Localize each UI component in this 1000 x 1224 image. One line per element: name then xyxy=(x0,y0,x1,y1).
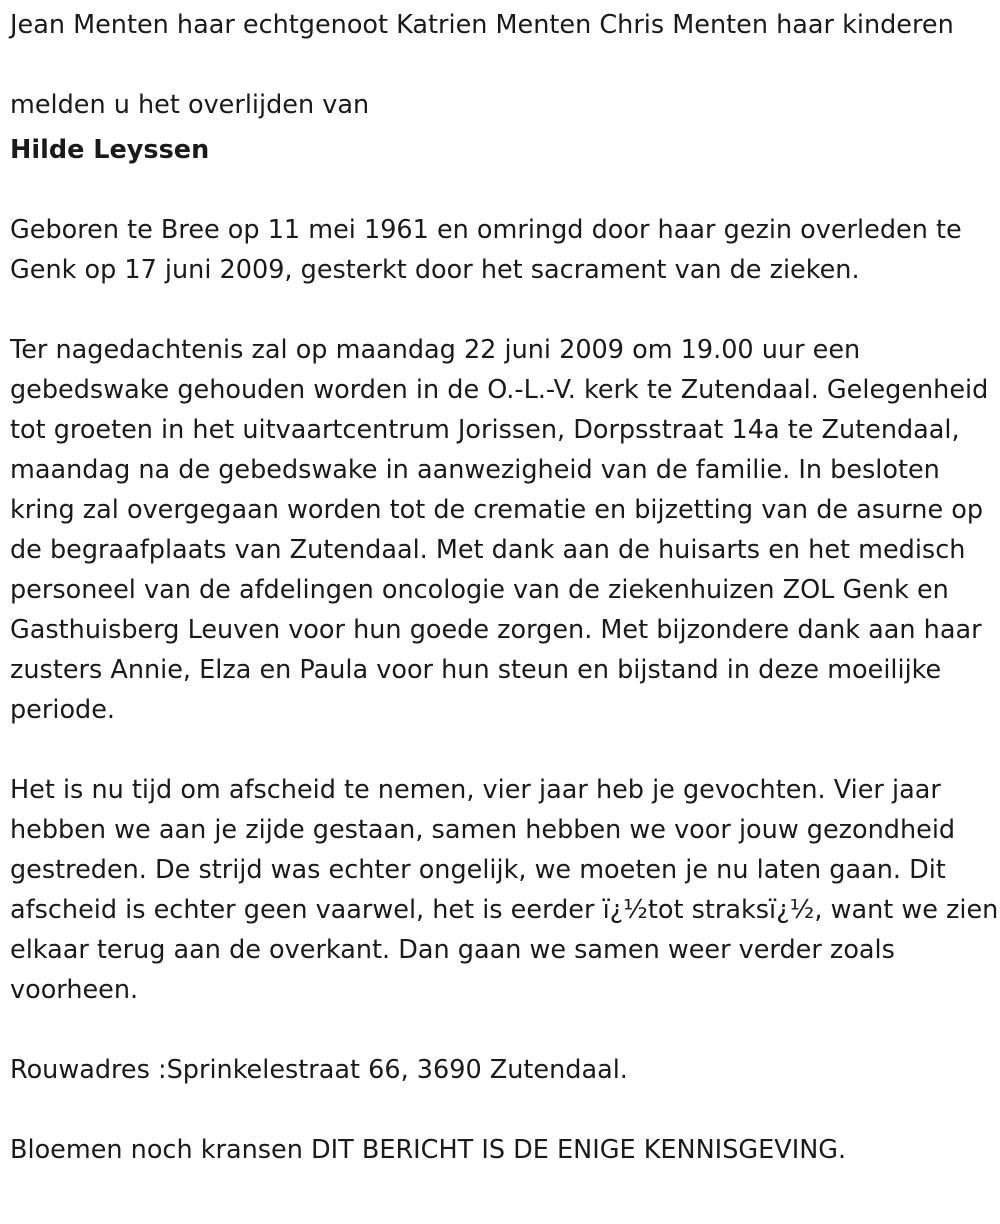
spacer xyxy=(10,1090,1000,1130)
birth-death-paragraph: Geboren te Bree op 11 mei 1961 en omringd door haar gezin overleden te Genk op 17 juni 2009, gesterkt door het sacrament van de zieken. xyxy=(10,215,962,285)
ceremony-paragraph: Ter nagedachtenis zal op maandag 22 juni 2009 om 19.00 uur een gebedswake gehouden worden in de O.-L.-V. kerk te Zutendaal. Gelegenheid tot groeten in het uitvaartcentrum Jorissen, Dorpsstraat 14a te Zutendaal, maandag na de gebedswake in aanwezigheid van de familie. In besloten kring zal overgegaan worden tot de crematie en bijzetting van de asurne op de begraafplaats van Zutendaal. Met dank aan de huisarts en het medisch personeel van de afdelingen oncologie van de ziekenhuizen ZOL Genk en Gasthuisberg Leuven voor hun goede zorgen. Met bijzondere dank aan haar zusters Annie, Elza en Paula voor hun steun en bijstand in deze moeilijke periode. xyxy=(10,335,989,725)
farewell-paragraph: Het is nu tijd om afscheid te nemen, vier jaar heb je gevochten. Vier jaar hebben we aan je zijde gestaan, samen hebben we voor jouw gezondheid gestreden. De strijd was echter ongelijk, we moeten je nu laten gaan. Dit afscheid is echter geen vaarwel, het is eerder ï¿½tot straksï¿½, want we zien elkaar terug aan de overkant. Dan gaan we samen weer verder zoals voorheen. xyxy=(10,775,999,1005)
spacer xyxy=(10,170,1000,210)
spacer xyxy=(10,45,1000,85)
family-line: Jean Menten haar echtgenoot Katrien Menten Chris Menten haar kinderen xyxy=(10,10,954,40)
mourning-address: Rouwadres :Sprinkelestraat 66, 3690 Zutendaal. xyxy=(10,1055,628,1085)
closing-notice: Bloemen noch kransen DIT BERICHT IS DE ENIGE KENNISGEVING. xyxy=(10,1135,847,1165)
spacer xyxy=(10,290,1000,330)
deceased-name: Hilde Leyssen xyxy=(10,135,210,165)
spacer xyxy=(10,730,1000,770)
spacer xyxy=(10,1010,1000,1050)
announcement-text: melden u het overlijden van xyxy=(10,90,370,120)
